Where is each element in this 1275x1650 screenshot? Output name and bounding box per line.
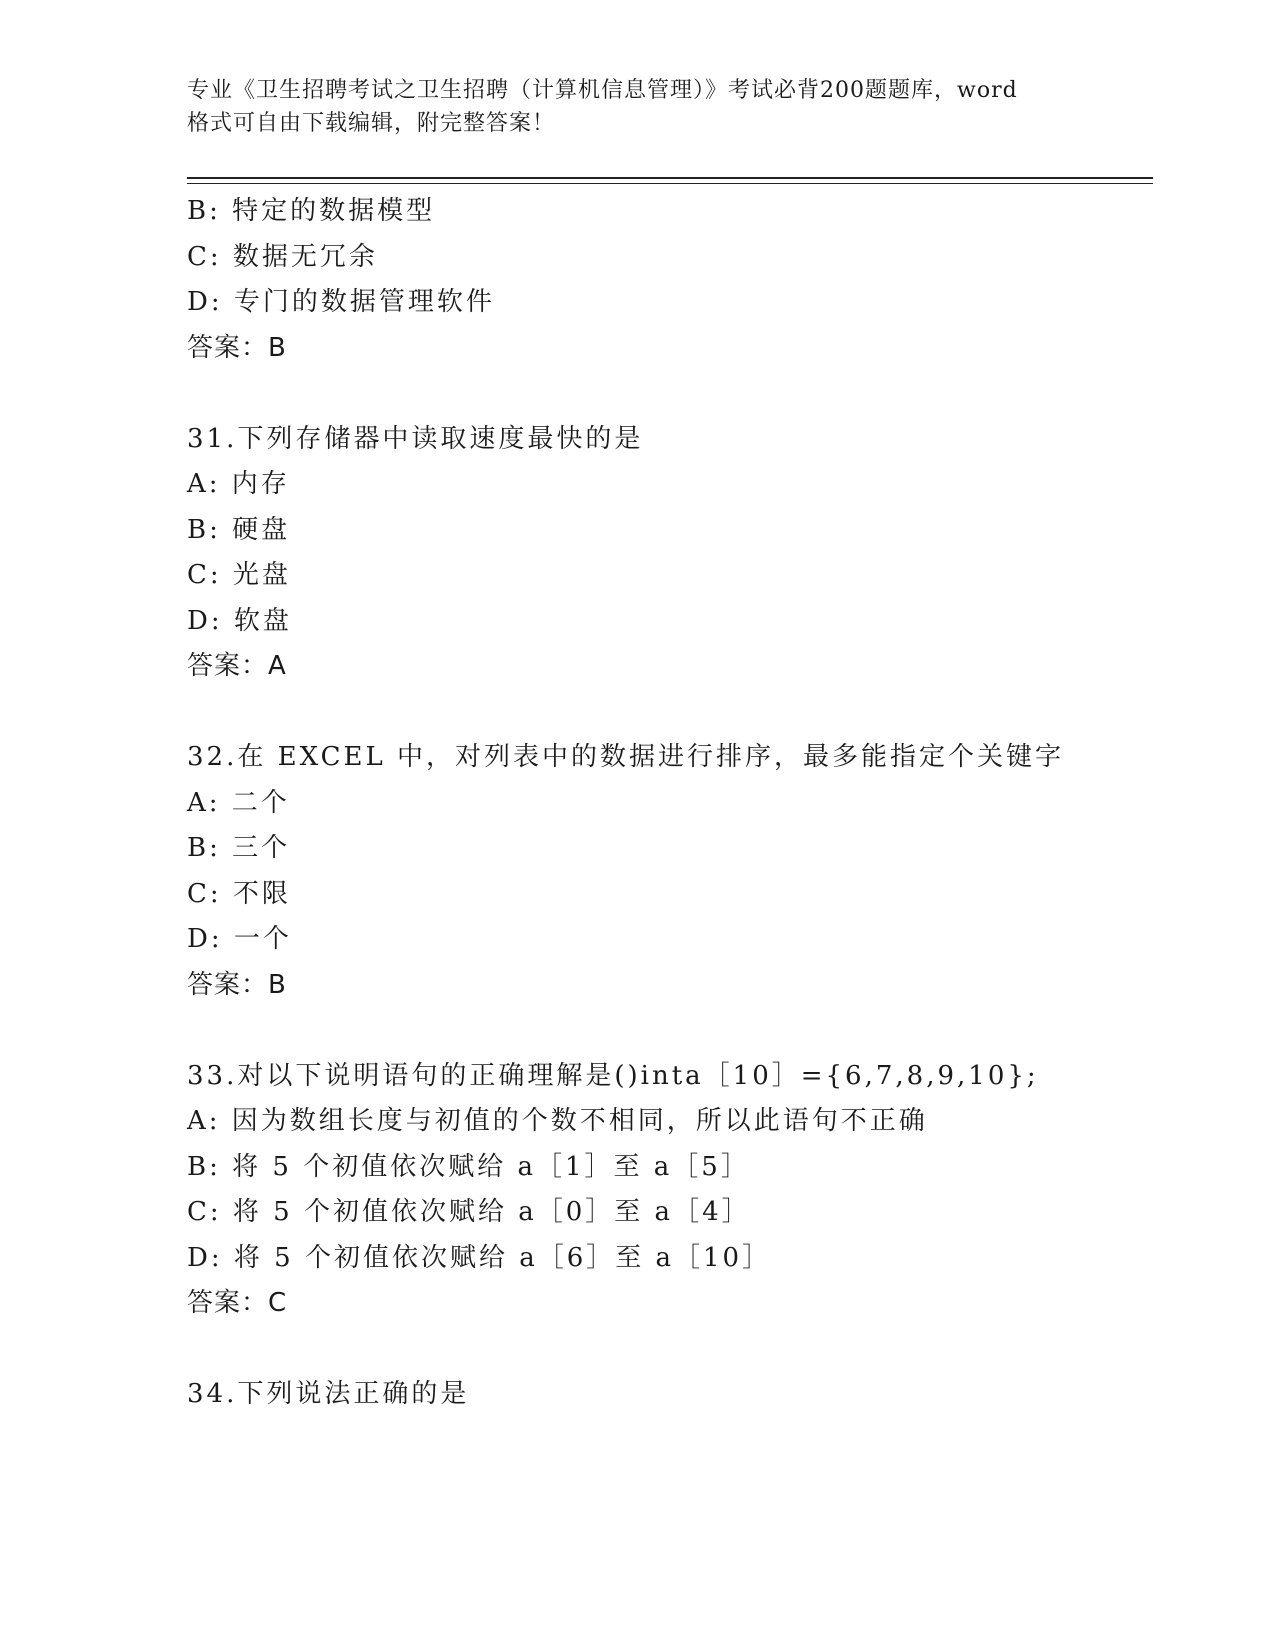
header-divider-thin xyxy=(187,183,1153,184)
option-b: B: 三个 xyxy=(187,833,291,863)
option-d: D: 将 5 个初值依次赋给 a［6］至 a［10］ xyxy=(187,1242,772,1273)
option-b: B: 特定的数据模型 xyxy=(187,196,436,226)
answer-line: 答案：A xyxy=(187,651,287,681)
spacer xyxy=(187,371,1153,417)
option-c: C: 将 5 个初值依次赋给 a［0］至 a［4］ xyxy=(187,1197,751,1227)
option-b: B: 硬盘 xyxy=(187,514,291,545)
spacer xyxy=(187,690,1153,736)
option-d: D: 软盘 xyxy=(187,605,292,636)
question-stem: 32.在 EXCEL 中，对列表中的数据进行排序，最多能指定个关键字 xyxy=(187,742,1065,772)
spacer xyxy=(187,1008,1153,1054)
option-b: B: 将 5 个初值依次赋给 a［1］至 a［5］ xyxy=(187,1151,750,1182)
spacer xyxy=(187,1327,1153,1373)
answer-line: 答案：C xyxy=(187,1288,288,1318)
question-block-31 xyxy=(187,417,1153,690)
document-header xyxy=(187,74,1087,140)
question-stem: 31.下列存储器中读取速度最快的是 xyxy=(187,423,644,454)
question-block-33 xyxy=(187,1054,1153,1327)
header-title-line-1: 专业《卫生招聘考试之卫生招聘（计算机信息管理）》考试必背200题题库，word xyxy=(187,78,1018,103)
answer-line: 答案：B xyxy=(187,332,287,363)
header-divider-thick xyxy=(187,177,1153,179)
question-content xyxy=(187,189,1153,1418)
question-stem: 34.下列说法正确的是 xyxy=(187,1379,470,1409)
question-block-32 xyxy=(187,735,1153,1008)
answer-line: 答案：B xyxy=(187,969,287,1000)
option-d: D: 专门的数据管理软件 xyxy=(187,287,495,317)
option-a: A: 内存 xyxy=(187,469,290,499)
question-block-34 xyxy=(187,1372,1153,1418)
option-a: A: 因为数组长度与初值的个数不相同，所以此语句不正确 xyxy=(187,1106,928,1136)
option-a: A: 二个 xyxy=(187,787,290,818)
question-stem: 33.对以下说明语句的正确理解是()inta［10］={6,7,8,9,10}; xyxy=(187,1060,1039,1091)
header-title-line-2: 格式可自由下载编辑，附完整答案！ xyxy=(187,111,556,136)
option-c: C: 不限 xyxy=(187,878,291,909)
option-c: C: 光盘 xyxy=(187,560,291,590)
option-c: C: 数据无冗余 xyxy=(187,241,378,272)
question-block-continued xyxy=(187,189,1153,371)
option-d: D: 一个 xyxy=(187,924,292,954)
